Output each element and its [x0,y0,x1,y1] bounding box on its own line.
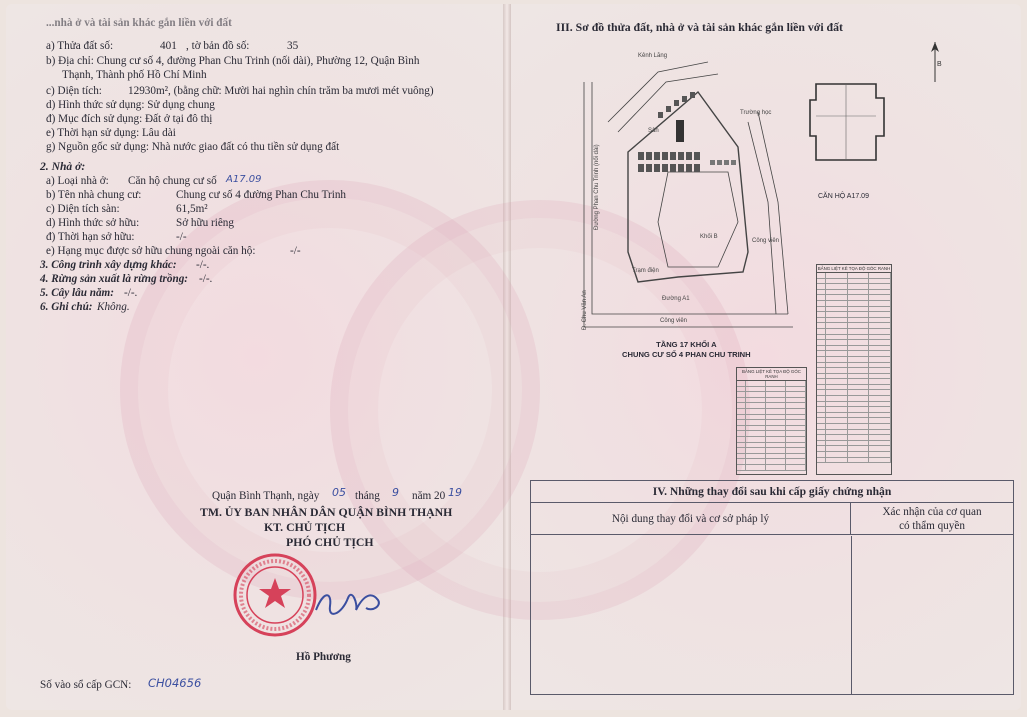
ownership-term-value: -/- [176,231,187,243]
parcel-number: 401 [160,40,177,52]
house-type-label: a) Loại nhà ở: [46,175,109,187]
apartment-floor-plan [806,76,890,166]
handwritten-signature [312,584,392,620]
signing-day: 05 [332,486,346,499]
use-term: e) Thời hạn sử dụng: Lâu dài [46,127,176,139]
plan-caption [622,340,751,360]
gcn-label: Số vào sổ cấp GCN: [40,679,132,691]
ownership-form-value: Sở hữu riêng [176,217,234,229]
label-truong: Trường học [740,110,772,116]
changes-column-divider [851,536,852,694]
page-fold [503,4,511,710]
building-name-value: Chung cư số 4 đường Phan Chu Trinh [176,189,347,201]
ownership-term-label: đ) Thời hạn sở hữu: [46,231,135,243]
signing-month: 9 [392,486,399,499]
month-label: tháng [355,490,380,502]
section4-value: -/-. [199,273,213,285]
apartment-caption: CĂN HỘ A17.09 [818,193,869,200]
changes-col-content: Nội dung thay đổi và cơ sở pháp lý [531,503,851,534]
coordinate-table-right-title: BẢNG LIỆT KÊ TỌA ĐỘ GÓC RANH [817,266,891,271]
signer-name: Hồ Phương [296,651,351,663]
use-purpose: đ) Mục đích sử dụng: Đất ở tại đô thị [46,113,213,125]
use-origin: g) Nguồn gốc sử dụng: Nhà nước giao đất có thu tiền sử dụng đất [46,141,340,153]
north-arrow-icon [928,40,942,84]
plan-caption-floor: TẦNG 17 KHỐI A [656,340,717,349]
section6-value: Không. [97,301,130,313]
changes-title: IV. Những thay đổi sau khi cấp giấy chứng nhận [531,481,1013,503]
site-plan-drawing [578,52,800,357]
floor-area-value: 61,5m² [176,203,208,215]
label-street-pct: Đường Phan Chu Trinh (nối dài) [594,144,600,230]
area-value: 12930m², (bằng chữ: Mười hai nghìn chín trăm ba mươi mét vuông) [128,85,434,97]
label-power-station: Trạm điện [632,268,659,274]
section5-value: -/-. [124,287,138,299]
address-line-1: b) Địa chỉ: Chung cư số 4, đường Phan Chu Trinh (nối dài), Phường 12, Quận Bình [46,55,420,67]
section4-label: 4. Rừng sản xuất là rừng trồng: [40,273,189,285]
building-name-label: b) Tên nhà chung cư: [46,189,142,201]
common-items-value: -/- [290,245,301,257]
changes-header-row [531,503,1013,535]
common-items-label: e) Hạng mục được sở hữu chung ngoài căn hộ: [46,245,256,257]
section3-value: -/-. [196,259,210,271]
address-line-2: Thạnh, Thành phố Hồ Chí Minh [62,69,207,81]
coordinate-table-left [736,367,807,475]
vice-chairman-title: PHÓ CHỦ TỊCH [286,535,374,549]
changes-col-confirmation: Xác nhận của cơ quan có thẩm quyền [882,506,982,532]
year-label: năm 20 [412,490,446,502]
floor-area-label: c) Diện tích sàn: [46,203,120,215]
map-sheet-number: 35 [287,40,299,52]
section3-label: 3. Công trình xây dựng khác: [40,259,177,271]
apartment-hand-number: A17.09 [226,174,262,185]
label-park-bottom: Công viên [660,318,688,324]
section3-map-title: III. Sơ đồ thửa đất, nhà ở và tài sản khác gắn liền với đất [556,20,843,34]
heading-fragment: ...nhà ở và tài sản khác gắn liền với đất [46,17,232,29]
issuing-authority: TM. ỦY BAN NHÂN DÂN QUẬN BÌNH THẠNH [200,505,453,519]
section6-label: 6. Ghi chú: [40,301,93,313]
house-type-value: Căn hộ chung cư số [128,175,217,187]
svg-text:B: B [937,61,942,68]
signing-place: Quận Bình Thạnh, ngày [212,490,320,502]
section2-title: 2. Nhà ở: [40,160,86,173]
area-label: c) Diện tích: [46,85,102,97]
parcel-label: a) Thửa đất số: [46,40,114,52]
label-park-right: Công viên [752,238,780,244]
label-san: Sân [648,128,659,134]
use-form: d) Hình thức sử dụng: Sử dụng chung [46,99,215,111]
label-road-a1: Đường A1 [662,296,690,302]
label-kenh: Kênh Lăng [638,53,668,59]
red-seal-stamp [232,552,318,638]
on-behalf-title: KT. CHỦ TỊCH [264,520,346,534]
gcn-number: CH04656 [148,676,202,690]
coordinate-table-left-title: BẢNG LIỆT KÊ TỌA ĐỘ GÓC RANH [737,368,806,381]
plan-caption-building: CHUNG CƯ SỐ 4 PHAN CHU TRINH [622,350,751,359]
section5-label: 5. Cây lâu năm: [40,287,114,299]
changes-table [530,480,1014,695]
label-chu-van-an: Đ. Chu Văn An [582,290,588,330]
signing-year: 19 [448,486,462,499]
label-block-b: Khối B [700,234,718,240]
ownership-form-label: d) Hình thức sở hữu: [46,217,140,229]
map-sheet-label: , tờ bản đồ số: [186,40,250,52]
coordinate-table-right [816,264,892,475]
